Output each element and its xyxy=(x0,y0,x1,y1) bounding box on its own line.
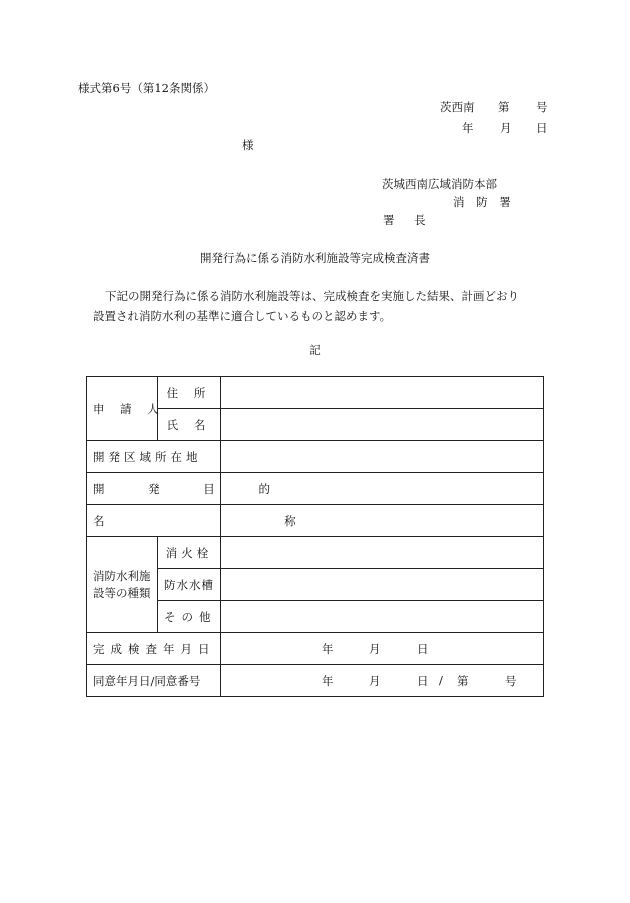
consent-date-day: 日 xyxy=(417,674,429,688)
hydrant-label: 消火栓 xyxy=(165,545,213,560)
title-name-label: 名 称 xyxy=(93,513,384,528)
other-label: その他 xyxy=(164,609,217,624)
inspection-date-month: 月 xyxy=(369,642,381,656)
name-value-field[interactable] xyxy=(221,409,544,441)
table-row xyxy=(87,377,544,409)
inspection-date-year: 年 xyxy=(322,642,334,656)
address-label-cell xyxy=(158,377,221,409)
consent-number-dai: 第 xyxy=(457,674,469,688)
consent-value-field[interactable] xyxy=(221,665,544,697)
body-text xyxy=(93,286,553,326)
doc-number-prefix: 茨西南 xyxy=(440,100,475,114)
table-row xyxy=(87,505,544,537)
address-value-field[interactable] xyxy=(221,377,544,409)
other-label-cell xyxy=(158,601,221,633)
facility-type-label-line-2: 設等の種類 xyxy=(93,585,151,600)
hydrant-value-field[interactable] xyxy=(221,537,544,569)
form-number: 様式第6号（第12条関係） xyxy=(78,81,215,95)
name-label-cell xyxy=(158,409,221,441)
title-name-label-cell xyxy=(87,505,384,537)
issue-date-year: 年 xyxy=(462,121,474,135)
facility-type-label-line-1: 消防水利施 xyxy=(93,568,151,583)
body-line-1: 下記の開発行為に係る消防水利施設等は、完成検査を実施した結果、計画どおり xyxy=(105,289,519,303)
sender-organization: 茨城西南広域消防本部 xyxy=(382,177,497,191)
sender-chief: 署 長 xyxy=(383,213,434,227)
inspection-form-table xyxy=(86,376,544,697)
cistern-label-cell xyxy=(158,569,221,601)
consent-number-go: 号 xyxy=(505,674,517,688)
dev-location-value-field[interactable] xyxy=(221,441,544,473)
addressee-honorific: 様 xyxy=(242,138,254,152)
doc-number-dai: 第 xyxy=(498,100,510,114)
consent-date-year: 年 xyxy=(322,674,334,688)
cistern-value-field[interactable] xyxy=(221,569,544,601)
document-title: 開発行為に係る消防水利施設等完成検査済書 xyxy=(200,251,430,265)
issue-date-day: 日 xyxy=(536,121,548,135)
dev-location-label-cell xyxy=(87,441,221,473)
table-row xyxy=(87,633,544,665)
purpose-label: 開 発 目 的 xyxy=(93,481,290,496)
body-line-2: 設置され消防水利の基準に適合しているものと認めます。 xyxy=(93,309,392,323)
name-label: 氏 名 xyxy=(166,417,212,432)
consent-date-month: 月 xyxy=(369,674,381,688)
purpose-label-cell xyxy=(87,473,290,505)
applicant-label: 申 請 人 xyxy=(93,401,165,416)
cistern-label: 防水水槽 xyxy=(164,577,214,592)
consent-slash: / xyxy=(439,673,443,687)
hydrant-label-cell xyxy=(158,537,221,569)
doc-number-go: 号 xyxy=(536,100,548,114)
inspection-date-value-field[interactable] xyxy=(221,633,544,665)
consent-label-cell xyxy=(87,665,221,697)
table-row xyxy=(87,473,544,505)
address-label: 住 所 xyxy=(166,385,212,400)
sender-station: 消 防 署 xyxy=(453,195,515,209)
issue-date-month: 月 xyxy=(500,121,512,135)
table-row xyxy=(87,441,544,473)
inspection-date-label-cell xyxy=(87,633,221,665)
ki-heading: 記 xyxy=(309,343,321,357)
other-value-field[interactable] xyxy=(221,601,544,633)
inspection-date-day: 日 xyxy=(417,642,429,656)
table-row xyxy=(87,537,544,569)
facility-type-label-cell xyxy=(87,537,158,633)
inspection-date-label: 完成検査年月日 xyxy=(93,641,216,656)
dev-location-label: 開発区域所在地 xyxy=(93,449,202,464)
applicant-label-cell xyxy=(87,377,165,441)
table-row xyxy=(87,665,544,697)
consent-label: 同意年月日/同意番号 xyxy=(93,673,201,688)
